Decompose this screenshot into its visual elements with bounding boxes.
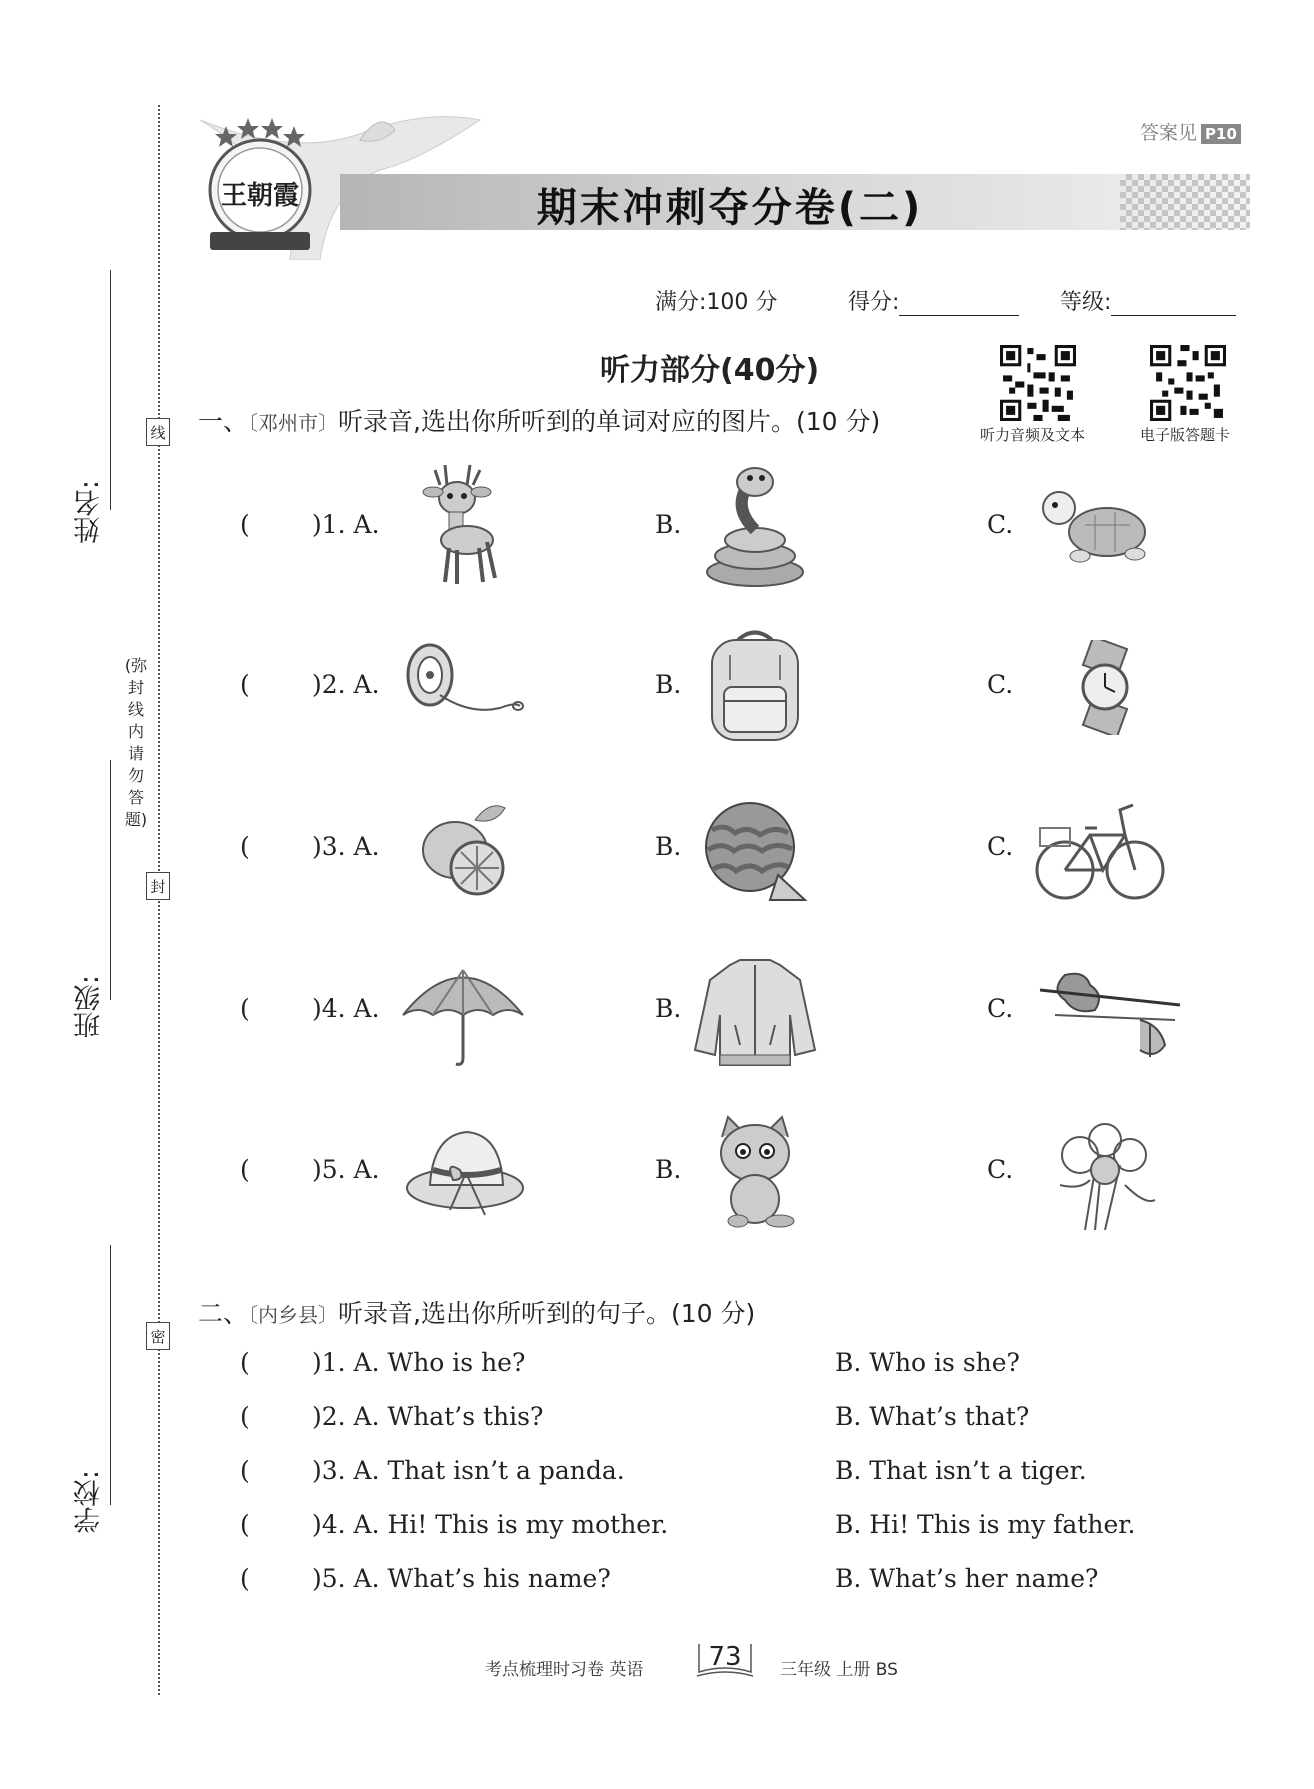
- sentence-option-a: )5. A. What’s his name?: [312, 1564, 611, 1593]
- option-b-label: B.: [655, 510, 682, 539]
- item-number: )1. A.: [312, 510, 380, 539]
- sentence-option-b: B. What’s that?: [835, 1402, 1030, 1431]
- option-c-label: C.: [987, 832, 1014, 861]
- answer-paren[interactable]: (: [240, 832, 250, 861]
- bicycle-icon: [1035, 790, 1165, 905]
- item-number: )3. A.: [312, 832, 380, 861]
- umbrella-icon: [398, 960, 528, 1070]
- page-number: 73: [708, 1642, 742, 1672]
- sentence-option-b: B. That isn’t a tiger.: [835, 1456, 1087, 1485]
- qr-caption-answer-card: 电子版答题卡: [1140, 426, 1231, 444]
- class-blank-line: [110, 760, 111, 1000]
- school-label: 学校:: [74, 1470, 105, 1534]
- option-c-label: C.: [987, 994, 1014, 1023]
- seal-note: (弥封线内请勿答题): [124, 656, 148, 829]
- answer-paren[interactable]: (: [240, 1456, 250, 1485]
- name-blank-line: [110, 270, 111, 510]
- qr-code-icon: [1000, 345, 1076, 421]
- answer-paren[interactable]: (: [240, 1510, 250, 1539]
- section2-heading: 二、〔内乡县〕听录音,选出你所听到的句子。(10 分): [198, 1299, 756, 1328]
- listening-part-title: 听力部分(40分): [600, 353, 820, 388]
- page-title: 期末冲刺夺分卷(二): [536, 185, 924, 231]
- sentence-option-b: B. Hi! This is my father.: [835, 1510, 1136, 1539]
- item-number: )5. A.: [312, 1155, 380, 1184]
- snake-icon: [700, 460, 810, 590]
- option-c-label: C.: [987, 1155, 1014, 1184]
- option-b-label: B.: [655, 670, 682, 699]
- sentence-option-a: )3. A. That isn’t a panda.: [312, 1456, 625, 1485]
- sentence-option-a: )1. A. Who is he?: [312, 1348, 526, 1377]
- brand-logo: [196, 112, 326, 262]
- option-c-label: C.: [987, 510, 1014, 539]
- qr-code-icon: [1150, 345, 1226, 421]
- cat-icon: [710, 1115, 800, 1230]
- turtle-icon: [1035, 480, 1155, 570]
- sentence-option-a: )4. A. Hi! This is my mother.: [312, 1510, 669, 1539]
- qr-caption-audio: 听力音频及文本: [980, 426, 1086, 444]
- deer-icon: [405, 460, 510, 590]
- footer-left: 考点梳理时习卷 英语: [485, 1660, 644, 1680]
- answer-paren[interactable]: (: [240, 1564, 250, 1593]
- svg-text:王朝霞: 王朝霞: [220, 181, 300, 211]
- section1-heading: 一、〔邓州市〕听录音,选出你所听到的单词对应的图片。(10 分): [198, 407, 881, 436]
- item-number: )4. A.: [312, 994, 380, 1023]
- backpack-icon: [700, 625, 810, 750]
- seal-mark-seal: 封: [146, 872, 170, 900]
- item-number: )2. A.: [312, 670, 380, 699]
- seal-mark-line: 线: [146, 418, 170, 446]
- binding-dotted-line: [158, 105, 160, 1695]
- answer-paren[interactable]: (: [240, 1348, 250, 1377]
- grade-field: 等级:: [1060, 285, 1236, 316]
- option-b-label: B.: [655, 994, 682, 1023]
- sentence-option-b: B. What’s her name?: [835, 1564, 1099, 1593]
- sentence-option-b: B. Who is she?: [835, 1348, 1020, 1377]
- school-blank-line: [110, 1245, 111, 1505]
- class-label: 班级:: [74, 975, 105, 1039]
- watermelon-icon: [700, 795, 810, 905]
- answer-paren[interactable]: (: [240, 1402, 250, 1431]
- option-b-label: B.: [655, 1155, 682, 1184]
- option-c-label: C.: [987, 670, 1014, 699]
- name-label: 姓名:: [74, 480, 105, 544]
- seal-mark-secret: 密: [146, 1322, 170, 1350]
- footer-right: 三年级 上册 BS: [780, 1660, 898, 1680]
- banner-checker-pattern: [1120, 174, 1250, 230]
- answer-paren[interactable]: (: [240, 994, 250, 1023]
- flowers-icon: [1045, 1110, 1165, 1235]
- hat-icon: [405, 1120, 530, 1220]
- jacket-icon: [690, 955, 820, 1070]
- answer-paren[interactable]: (: [240, 510, 250, 539]
- answer-reference: 答案见 P10: [1140, 118, 1241, 145]
- option-b-label: B.: [655, 832, 682, 861]
- full-marks: 满分:100 分: [655, 290, 778, 315]
- score-field: 得分:: [848, 285, 1019, 316]
- violin-icon: [1035, 965, 1185, 1065]
- answer-paren[interactable]: (: [240, 670, 250, 699]
- answer-paren[interactable]: (: [240, 1155, 250, 1184]
- yoyo-icon: [400, 640, 525, 720]
- sentence-option-a: )2. A. What’s this?: [312, 1402, 544, 1431]
- watch-icon: [1065, 640, 1145, 735]
- lemon-icon: [415, 800, 515, 900]
